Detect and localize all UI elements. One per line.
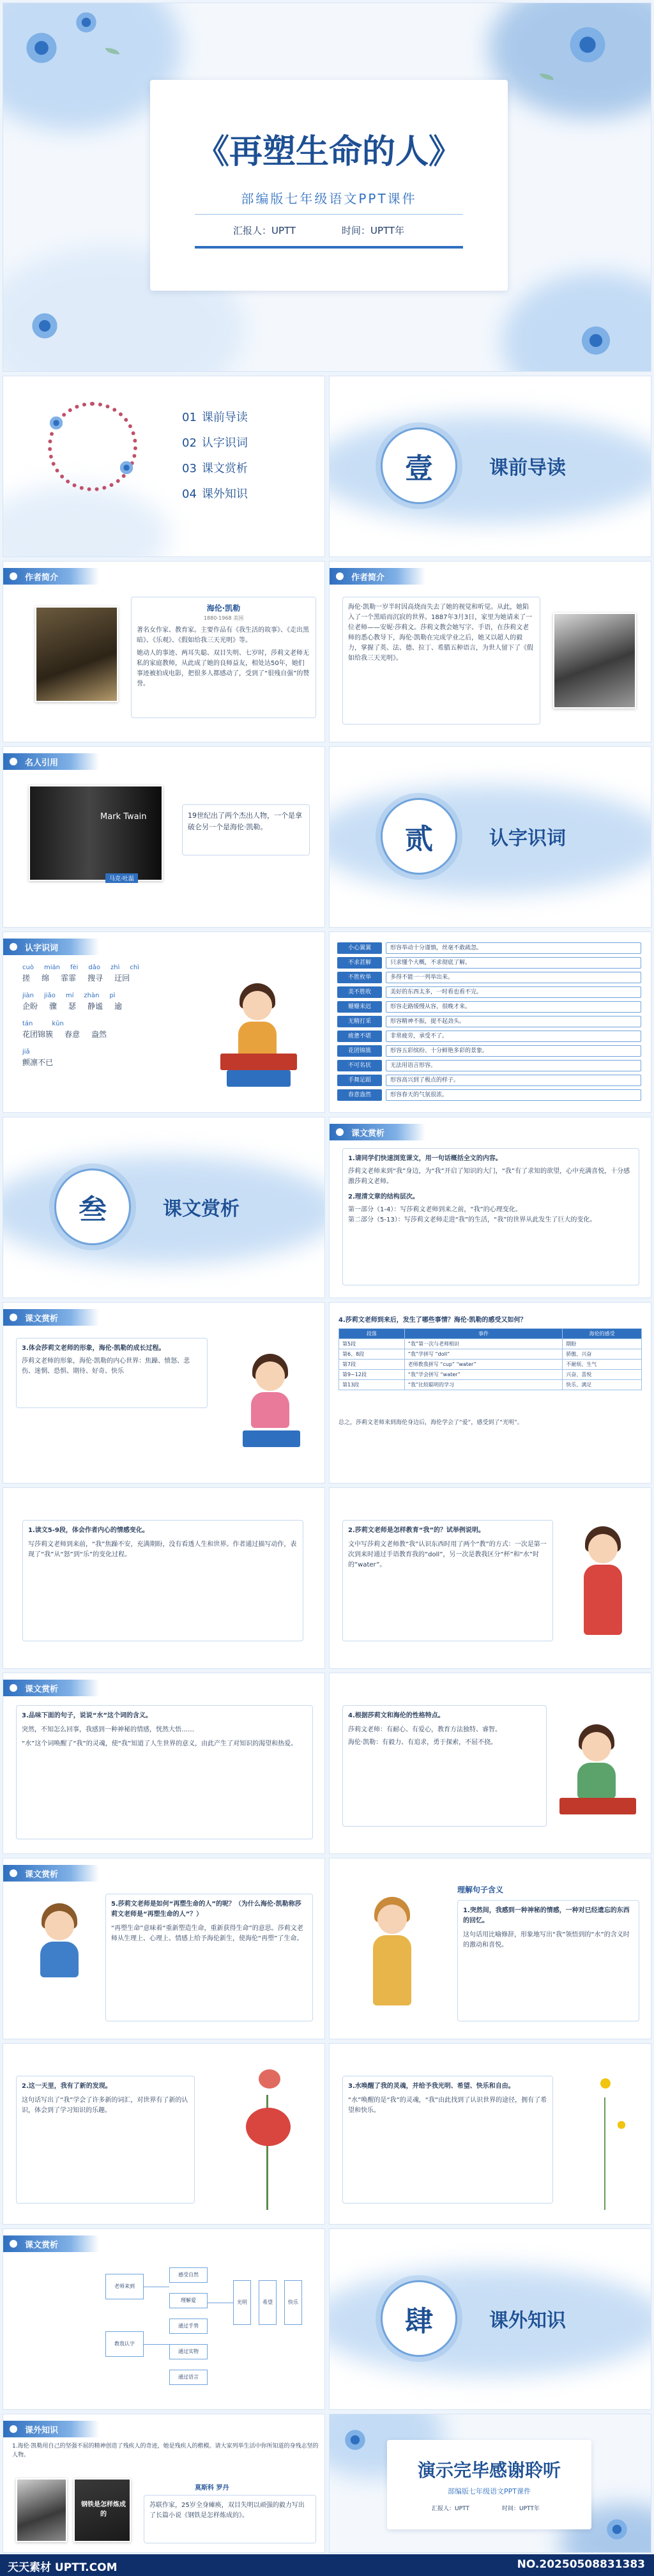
flower-icon: [48, 415, 65, 431]
mark-twain-photo: [29, 785, 163, 881]
analysis8-box: [16, 2076, 195, 2204]
question: 4.根据莎莉文和海伦的性格特点。: [348, 1712, 445, 1719]
cover-reporter: 汇报人：UPTT: [233, 225, 296, 236]
poppy-illustration: [233, 2069, 303, 2210]
toc-item-1[interactable]: 01 课前导读: [182, 411, 248, 424]
cover-subtitle: 部编版七年级语文PPT课件: [241, 191, 417, 206]
analysis1-slide: [329, 1117, 651, 1298]
reading-girl-illustration: [553, 1724, 643, 1833]
analysis7-box: [105, 1894, 313, 2021]
photo-caption: 马克·吐温: [105, 873, 138, 883]
cover-title: 《再塑生命的人》: [195, 132, 462, 171]
analysis2-box: [16, 1338, 208, 1408]
section-tag: 课文赏析: [3, 1309, 99, 1326]
section-tag: 课文赏析: [3, 1865, 99, 1882]
analysis6-box: [342, 1705, 547, 1827]
girl-illustration: [227, 1354, 316, 1469]
part1-medal: 壹: [381, 427, 457, 504]
flower-icon: [29, 310, 61, 342]
flower-icon: [604, 2517, 630, 2542]
hanzi-row: 颤凛不已: [22, 1058, 54, 1067]
portrait-photo: [35, 606, 118, 702]
answer: “水”这个词唤醒了“我”的灵魂，使“我”知道了人生世界的意义，由此产生了对知识的渴望和热爱。: [22, 1740, 298, 1747]
pinyin-slide: [3, 931, 325, 1113]
extra-name: 莫斯科 罗丹: [195, 2485, 229, 2492]
section-tag: 作者简介: [330, 568, 425, 585]
analysis9-slide: [329, 2043, 651, 2225]
book-title: 钢铁是怎样炼成的: [81, 2501, 126, 2518]
flower-icon: [73, 10, 99, 35]
pinyin-table: [22, 964, 188, 1068]
analysis8-slide: [3, 2043, 325, 2225]
part1-slide: [329, 376, 651, 557]
sentence-slide: [329, 1858, 651, 2039]
extra-slide: [3, 2414, 325, 2553]
sentence-tag: 理解句子含义: [457, 1885, 504, 1894]
ending-title: 演示完毕感谢聆听: [417, 2460, 561, 2481]
pinyin-row: jiàn jiǎo mí zhàn pì: [22, 992, 116, 999]
answer: 第二部分（5-13）：写莎莉文老师走进“我”的生活，“我”的世界从此发生了巨大的变化。: [348, 1216, 597, 1223]
analysis6-slide: [329, 1673, 651, 1854]
part4-medal: 肆: [381, 2280, 457, 2357]
analysis7-slide: [3, 1858, 325, 2039]
teacher-illustration: [566, 1526, 643, 1654]
question: 2.这一天里，我有了新的发现。: [22, 2083, 112, 2090]
section-tag: 课文赏析: [3, 1680, 99, 1696]
question: 1.读文5-9段，体会作者内心的情感变化。: [28, 1527, 149, 1534]
flow-node: 光明: [233, 2280, 251, 2325]
cover-slide: [3, 3, 651, 372]
watercolor-wash: [501, 272, 651, 372]
part2-medal: 贰: [381, 798, 457, 875]
analysis5-slide: [3, 1673, 325, 1854]
watermark-code: NO.20250508831383: [517, 2558, 645, 2571]
quote-box: 19世纪出了两个杰出人物，一个是拿破仑另一个是海伦·凯勒。: [182, 804, 310, 855]
quote-slide: [3, 746, 325, 928]
question: 1.请同学们快速浏览课文，用一句话概括全文的内容。: [348, 1155, 502, 1162]
section-tag: 作者简介: [3, 568, 99, 585]
analysis1-box: [342, 1148, 639, 1285]
author2-box: 海伦·凯勒一岁半时因高烧而失去了她的视觉和听觉。从此，她陷入了一个黑暗而沉寂的世界。1887年3月3日，家里为她请来了一位老师——安妮·莎莉文。莎莉文教会她写字、手语，在莎莉文老师的悉心教导下，海伦·凯勒在完成学业之后，她又以超人的毅力，掌握了英、法、德、拉丁、希腊五种语言，为世人留下了《假如给我三天光明》。: [342, 597, 540, 724]
answer: 莎莉文老师的形象，海伦·凯勒的内心世界：焦躁、愤怒、悲伤、迷惘、恐惧、期待、好奇、快乐: [22, 1358, 190, 1375]
hanzi-row: 花团锦簇 春意 盎然: [22, 1030, 107, 1039]
section-tag: 名人引用: [3, 753, 99, 770]
ending-time: 时间：UPTT年: [502, 2506, 540, 2512]
toc-item-3[interactable]: 03 课文赏析: [182, 462, 248, 475]
watercolor-wash: [489, 3, 651, 118]
flow-node: 感受自然: [169, 2267, 208, 2283]
answer: 海伦·凯勒：有毅力、有追求，勇于探索，不屈不挠。: [348, 1739, 498, 1746]
question: 3.品味下面的句子，说说“水”这个词的含义。: [22, 1712, 152, 1719]
analysis3-box: [22, 1520, 303, 1641]
pinyin-row: jiǎ: [22, 1048, 30, 1055]
book-cover: [73, 2478, 131, 2542]
toc-slide: [3, 376, 325, 557]
author-bio: 著名女作家、教育家。主要作品有《我生活的故事》、《走出黑暗》、《乐观》、《假如给我三天光明》等。: [137, 626, 309, 644]
reading-girl-illustration: [214, 983, 303, 1092]
wreath: [48, 402, 137, 491]
answer: 写莎莉文老师到来前，“我”焦躁不安，充满期盼，没有看透人生和世界。作者通过描写动作，表现了“我”从“怒”到“乐”的变化过程。: [28, 1541, 297, 1558]
flower-icon: [118, 459, 135, 476]
answer: 突然，不知怎么回事，我感到一种神秘的情感，恍然大悟……: [22, 1726, 194, 1733]
answer: 这句话写出了“我”学会了许多新的词汇，对世界有了新的认识，体会到了学习知识的乐趣。: [22, 2097, 188, 2114]
cover-divider: [195, 214, 463, 215]
author-bio-2: 她动人的事迹、两耳失聪、双目失明、七岁时，莎莉文老师无私的家庭教师，从此成了她的良师益友，相处达50年，她们事迹被拍成电影，把很多人都感动了，受到了“很残自强”的赞誉。: [137, 649, 310, 687]
question: 1.突然间，我感到一种神秘的情感，一种对已经遗忘的东西的回忆。: [463, 1907, 630, 1924]
part4-slide: [329, 2228, 651, 2410]
answer: 莎莉文老师：有耐心、有爱心，教育方法独特、睿智。: [348, 1726, 501, 1733]
pinyin-row: cuò mián fèi dǎo zhì chì: [22, 964, 140, 971]
flow-node: 快乐: [284, 2280, 302, 2325]
section-tag: 认字识词: [3, 939, 99, 955]
cover-time: 时间：UPTT年: [342, 225, 405, 236]
teacher-illustration: [355, 1897, 432, 2025]
ending-panel: [387, 2440, 591, 2529]
flow-node: 通过实物: [169, 2344, 208, 2359]
part1-title: 课前导读: [489, 457, 566, 479]
question: 2.莎莉文老师是怎样教育“我”的？试举例说明。: [348, 1527, 485, 1534]
answer: “再塑生命”意味着“重新塑造生命，重新获得生命”的意思。莎莉文老师从生理上、心理上、情感上给予海伦新生，使海伦“再塑”了生命。: [111, 1925, 303, 1942]
flow-node: 理解爱: [169, 2293, 208, 2308]
flower-icon: [342, 2427, 368, 2453]
analysis2-slide: [3, 1302, 325, 1483]
part3-slide: [3, 1117, 325, 1298]
mark-twain-name: Mark Twain: [100, 812, 147, 822]
portrait-photo: [553, 613, 636, 709]
hanzi-row: 搓 绵 霏霏 搜寻 迂回: [22, 974, 130, 983]
watermark-brand: 天天素材 UPTT.COM: [8, 2561, 118, 2574]
hanzi-row: 企盼 骤 瑟 静谧 逾: [22, 1002, 123, 1011]
author2-slide: [329, 561, 651, 742]
portrait-photo: [16, 2478, 67, 2542]
flow-connector: [144, 2344, 169, 2345]
author-years: 1880-1968 美国: [203, 615, 244, 622]
answer: 这句话用比喻修辞，形象地写出“我”领悟到的“水”的含义时的激动和喜悦。: [463, 1931, 630, 1949]
boy-illustration: [22, 1903, 99, 2012]
ending-subtitle: 部编版七年级语文PPT课件: [448, 2487, 531, 2496]
pinyin-row: tán kūn: [22, 1020, 64, 1027]
author-box: [131, 597, 316, 718]
section-tag: 课文赏析: [3, 2235, 99, 2252]
table-summary: 总之，莎莉文老师来到海伦身边后，海伦学会了“爱”，感受到了“光明”。: [338, 1420, 523, 1426]
flow-node: 教我认字: [105, 2331, 144, 2357]
table-question: 4.莎莉文老师到来后，发生了哪些事情？海伦·凯勒的感受又如何？: [338, 1317, 527, 1324]
question: 3.水唤醒了我的灵魂，并给予我光明、希望、快乐和自由。: [348, 2083, 515, 2090]
events-table: 段落 事件 海伦的感受 第5段 “我”第一次与老师相识 期盼 第6、8段 “我”学拼写 “doll” 骄傲、兴奋 第7段 老师教我拼写 “cup” “water” 不耐烦、生气 第9~12段 “我”学会拼写 “water” 兴奋、喜悦 第13段 “我”比较聪明的学习 快乐、满足: [338, 1328, 642, 1390]
ending-reporter: 汇报人：UPTT: [432, 2506, 469, 2512]
flow-node: 通过语言: [169, 2370, 208, 2385]
flow-node: 老师来到: [105, 2274, 144, 2299]
section-tag: 课外知识: [3, 2421, 99, 2437]
extra-box: 苏联作家，25岁全身瘫痪，双目失明以顽强的毅力写出了长篇小说《钢铁是怎样炼成的》。: [144, 2495, 316, 2543]
flow-node: 通过手势: [169, 2319, 208, 2334]
analysis5-box: [16, 1705, 313, 1839]
flower-icon: [578, 323, 614, 358]
answer: “水”唤醒的是“我”的灵魂，“我”由此找到了认识世界的途径，拥有了希望和快乐。: [348, 2097, 547, 2114]
part2-slide: [329, 746, 651, 928]
answer: 第一部分（1-4）：写莎莉文老师到来之前，“我”的心理变化。: [348, 1206, 522, 1213]
watercolor-wash: [3, 485, 169, 557]
question: 5.莎莉文老师是如何“再塑生命的人”的呢？（为什么海伦·凯勒称莎莉文老师是“再塑生命的人”？）: [111, 1901, 301, 1918]
flower-icon: [22, 29, 61, 67]
analysis4-slide: [329, 1487, 651, 1669]
extra-text: 1.海伦·凯勒用自己的坚强不屈的精神创造了残疾人的奇迹，她是残疾人的楷模。请大家列举生活中你所知道的身残志坚的人物。: [12, 2443, 319, 2458]
daisy-illustration: [572, 2063, 643, 2216]
analysis9-box: [342, 2076, 553, 2204]
watermark-bar: [0, 2554, 654, 2576]
words-slide: 小心翼翼 形容举动十分谨慎，丝毫不敢疏忽。 不求甚解 只求懂个大概，不求彻底了解。 不胜枚举 多得不能一一列举出来。 美不胜收 美好的东西太多，一时看也看不完。 姗姗来迟 形容走路缓慢从容，很晚才来。 无精打采 形容精神不振，提不起劲头。 疲惫不堪 非常疲劳，承受不了。 花团锦簇 形容五彩缤纷、十分鲜艳多彩的景象。 不可名状 无法用语言形容。 手舞足蹈 形容高兴到了极点的样子。 春意盎然 形容春天的气氛很浓。: [329, 931, 651, 1113]
flow-slide: [3, 2228, 325, 2410]
answer: 莎莉文老师来到“我”身边，为“我”开启了知识的大门，“我”有了求知的欲望，心中充满喜悦，十分感激莎莉文老师。: [348, 1168, 630, 1185]
answer: 文中写莎莉文老师教“我”认识东西时用了两个“教”的方式：一次是第一次到来时通过手语教育我的“doll”，另一次是教我区分“杯”和“水”时的“water”。: [348, 1541, 547, 1568]
part2-title: 认字识词: [489, 827, 566, 850]
cover-panel: [150, 80, 508, 291]
part4-title: 课外知识: [489, 2310, 566, 2332]
question: 3.体会莎莉文老师的形象，海伦·凯勒的成长过程。: [22, 1345, 165, 1352]
analysis3-slide: [3, 1487, 325, 1669]
section-tag: 课文赏析: [330, 1124, 425, 1140]
toc-item-4[interactable]: 04 课外知识: [182, 487, 248, 501]
analysis4-box: [342, 1520, 553, 1641]
question: 2.理清文章的结构层次。: [348, 1193, 419, 1200]
part3-medal: 叁: [54, 1169, 131, 1245]
table-slide: [329, 1302, 651, 1483]
author-name: 海伦·凯勒: [206, 604, 241, 613]
sentence-box: [457, 1900, 639, 2021]
toc-item-2[interactable]: 02 认字识词: [182, 436, 248, 450]
cover-bar: [195, 246, 463, 249]
ending-slide: [329, 2414, 651, 2553]
flower-icon: [565, 22, 610, 67]
flow-node: 希望: [259, 2280, 277, 2325]
author-slide: [3, 561, 325, 742]
part3-title: 课文赏析: [163, 1198, 240, 1220]
